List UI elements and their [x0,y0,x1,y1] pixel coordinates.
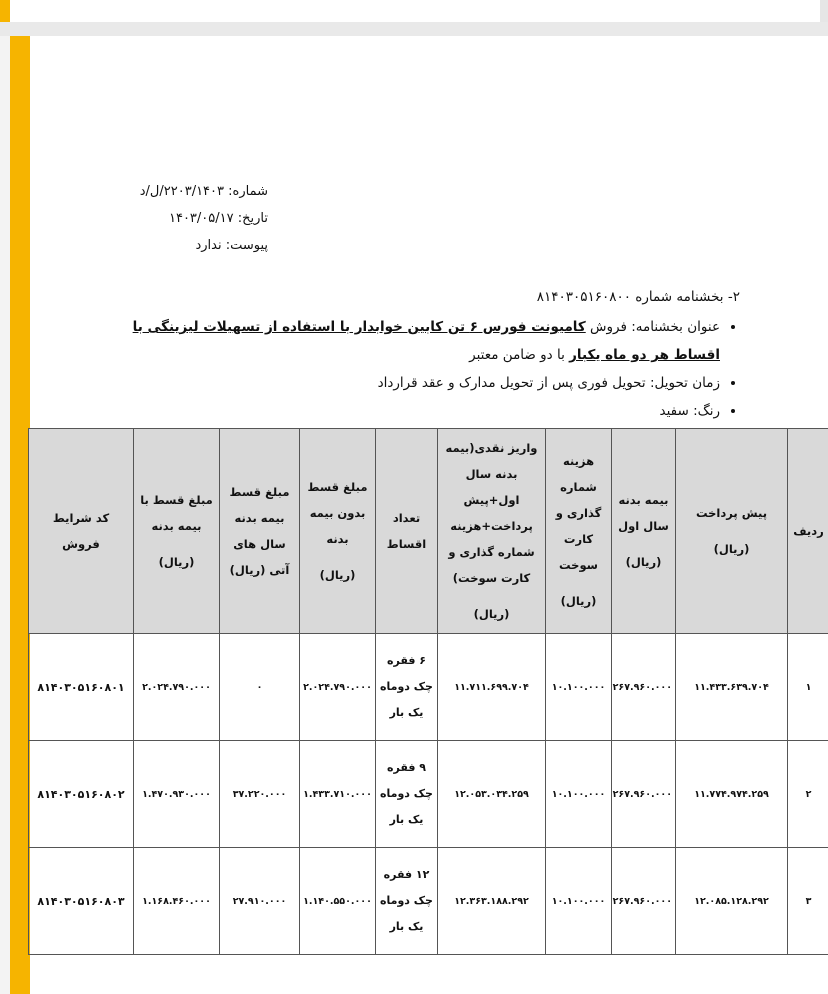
accent-bar [10,36,30,994]
subject-bold: کامیونت فورس ۶ تن کابین خوابدار با استفاده از تسهیلات لیزینگی با اقساط هر دو ماه یکبار [132,319,720,363]
table-row [29,634,828,741]
color-bullet: • رنگ: سفید [90,397,720,425]
delivery-bullet: • زمان تحویل: تحویل فوری پس از تحویل مدارک و عقد قرارداد [90,369,720,397]
cell-registration: ۱۰.۱۰۰.۰۰۰ [546,741,612,848]
header-insurance: بیمه بدنه سال اول (ریال) [612,429,676,634]
previous-page-edge [0,0,828,22]
cell-row-number: ۱ [788,634,828,741]
cell-installment-with-insurance: ۱.۴۷۰.۹۳۰.۰۰۰ [134,741,220,848]
header-row-number: ردیف [788,429,828,634]
cell-registration: ۱۰.۱۰۰.۰۰۰ [546,848,612,955]
cell-row-number: ۲ [788,741,828,848]
cell-cash-deposit: ۱۱.۷۱۱.۶۹۹.۷۰۴ [438,634,546,741]
cell-down-payment: ۱۱.۷۷۴.۹۷۴.۲۵۹ [676,741,788,848]
table-row [29,741,828,848]
cell-cash-deposit: ۱۲.۰۵۳.۰۳۴.۲۵۹ [438,741,546,848]
cell-installment-insurance: ۲۷.۹۱۰.۰۰۰ [220,848,300,955]
cell-installment-no-insurance: ۱.۴۳۳.۷۱۰.۰۰۰ [300,741,376,848]
cell-installment-with-insurance: ۲.۰۲۴.۷۹۰.۰۰۰ [134,634,220,741]
cell-installment-no-insurance: ۱.۱۴۰.۵۵۰.۰۰۰ [300,848,376,955]
table-row [29,848,828,955]
header-installment-insurance: مبلغ قسط بیمه بدنه سال های آتی (ریال) [220,429,300,634]
cell-installment-insurance: ۳۷.۲۲۰.۰۰۰ [220,741,300,848]
cell-installment-no-insurance: ۲.۰۲۴.۷۹۰.۰۰۰ [300,634,376,741]
cell-registration: ۱۰.۱۰۰.۰۰۰ [546,634,612,741]
subject-tail: با دو ضامن معتبر [469,347,570,363]
circular-section [90,285,740,425]
cell-sale-code: ۸۱۴۰۳۰۵۱۶۰۸۰۲ [29,741,134,848]
cell-installment-count: ۶ فقره چک دوماه یک بار [376,634,438,741]
subject-label: عنوان بخشنامه: فروش [585,319,720,335]
header-registration: هزینه شماره گذاری و کارت سوخت (ریال) [546,429,612,634]
cell-insurance: ۲۶۷.۹۶۰.۰۰۰ [612,634,676,741]
letter-date: تاریخ: ۱۴۰۳/۰۵/۱۷ [168,211,268,226]
circular-title: ۲- بخشنامه شماره ۸۱۴۰۳۰۵۱۶۰۸۰۰ [536,289,740,305]
header-installment-count: تعداد اقساط [376,429,438,634]
cell-down-payment: ۱۱.۴۳۳.۶۳۹.۷۰۴ [676,634,788,741]
cell-installment-with-insurance: ۱.۱۶۸.۴۶۰.۰۰۰ [134,848,220,955]
previous-page-accent [0,0,10,22]
letter-attachment: پیوست: ندارد [195,238,268,253]
cell-sale-code: ۸۱۴۰۳۰۵۱۶۰۸۰۱ [29,634,134,741]
previous-page-border [820,0,828,22]
letter-meta [140,178,268,259]
letter-number: شماره: ۲۲۰۳/۱۴۰۳/ل/د [139,184,268,199]
cell-cash-deposit: ۱۲.۳۶۳.۱۸۸.۲۹۲ [438,848,546,955]
subject-bullet [90,313,720,369]
sales-conditions-table [28,428,828,955]
circular-bullets [90,313,740,425]
header-cash-deposit: واریز نقدی(بیمه بدنه سال اول+پیش پرداخت+هزینه شماره گذاری و کارت سوخت) (ریال) [438,429,546,634]
cell-installment-count: ۹ فقره چک دوماه یک بار [376,741,438,848]
header-sale-code: کد شرایط فروش [29,429,134,634]
cell-insurance: ۲۶۷.۹۶۰.۰۰۰ [612,848,676,955]
header-installment-no-insurance: مبلغ قسط بدون بیمه بدنه (ریال) [300,429,376,634]
cell-row-number: ۳ [788,848,828,955]
table-header-row [29,429,828,634]
cell-insurance: ۲۶۷.۹۶۰.۰۰۰ [612,741,676,848]
header-down-payment: پیش پرداخت (ریال) [676,429,788,634]
cell-down-payment: ۱۲.۰۸۵.۱۲۸.۲۹۲ [676,848,788,955]
cell-installment-insurance: ۰ [220,634,300,741]
header-installment-with-insurance: مبلغ قسط با بیمه بدنه (ریال) [134,429,220,634]
cell-installment-count: ۱۲ فقره چک دوماه یک بار [376,848,438,955]
page-gap [0,22,828,36]
cell-sale-code: ۸۱۴۰۳۰۵۱۶۰۸۰۳ [29,848,134,955]
